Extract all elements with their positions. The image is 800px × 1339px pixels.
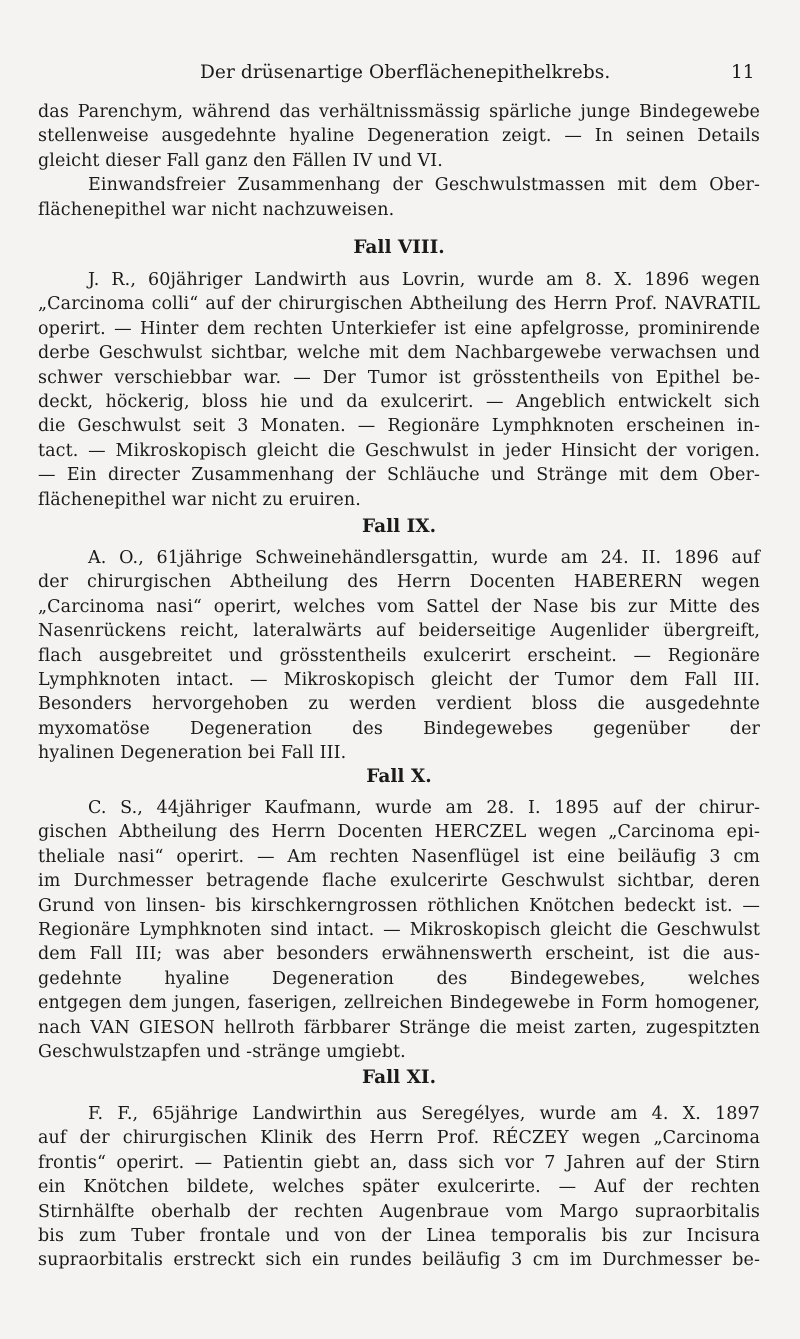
fall-11-paragraph (38, 1102, 760, 1273)
text-line: stellenweise ausgedehnte hyaline Degeneration zeigt. — In seinen Details (38, 126, 760, 147)
fall-8-paragraph (38, 268, 760, 512)
text-line: C. S., 44jähriger Kaufmann, wurde am 28. I. 1895 auf der chirur- (88, 798, 760, 818)
text-line: frontis“ operirt. — Patientin giebt an, dass sich vor 7 Jahren auf der Stirn (38, 1152, 760, 1173)
text-line: deckt, höckerig, bloss hie und da exulcerirt. — Angeblich entwickelt sich (38, 391, 760, 412)
text-line: Nasenrückens reicht, lateralwärts auf beiderseitige Augenlider übergreift, (38, 621, 760, 642)
text-line: Lymphknoten intact. — Mikroskopisch gleicht der Tumor dem Fall III. (38, 669, 760, 690)
text-line: Regionäre Lymphknoten sind intact. — Mikroskopisch gleicht die Geschwulst (38, 919, 760, 940)
text-line: ein Knötchen bildete, welches später exulcerirte. — Auf der rechten (38, 1177, 760, 1198)
section-heading-fall-10: Fall X. (366, 766, 432, 787)
text-line: auf der chirurgischen Klinik des Herrn Prof. RÉCZEY wegen „Carcinoma (38, 1128, 760, 1149)
text-line: das Parenchym, während das verhältnissmässig spärliche junge Bindegewebe (38, 102, 760, 122)
text-line: im Durchmesser betragende flache exulcerirte Geschwulst sichtbar, deren (38, 871, 760, 892)
section-heading-fall-11: Fall XI. (361, 1067, 437, 1088)
text-line: gischen Abtheilung des Herrn Docenten HERCZEL wegen „Carcinoma epi- (38, 822, 760, 843)
page-number: 11 (731, 62, 755, 83)
text-line: „Carcinoma colli“ auf der chirurgischen Abtheilung des Herrn Prof. NAVRATIL (38, 294, 760, 315)
text-line: myxomatöse Degeneration des Bindegewebes gegenüber der (38, 718, 760, 739)
text-line: flächenepithel war nicht zu eruiren. (38, 489, 361, 510)
text-line: derbe Geschwulst sichtbar, welche mit dem Nachbargewebe verwachsen und (38, 343, 760, 364)
text-line: J. R., 60jähriger Landwirth aus Lovrin, wurde am 8. X. 1896 wegen (88, 270, 760, 290)
text-line: gedehnte hyaline Degeneration des Bindegewebes, welches (38, 968, 760, 989)
text-line: operirt. — Hinter dem rechten Unterkiefer ist eine apfelgrosse, prominirende (38, 318, 760, 339)
text-line: Geschwulstzapfen und -stränge umgiebt. (38, 1041, 406, 1062)
text-line: der chirurgischen Abtheilung des Herrn Docenten HABERERN wegen (38, 572, 760, 593)
text-line: Einwandsfreier Zusammenhang der Geschwulstmassen mit dem Ober- (88, 175, 760, 196)
text-line: flach ausgebreitet und grösstentheils exulcerirt erscheint. — Regionäre (38, 645, 760, 666)
running-head: Der drüsenartige Oberflächenepithelkrebs. (200, 62, 611, 83)
text-line: Besonders hervorgehoben zu werden verdient bloss die ausgedehnte (38, 694, 760, 715)
text-line: Stirnhälfte oberhalb der rechten Augenbraue vom Margo supraorbitalis (38, 1201, 760, 1222)
text-line: schwer verschiebbar war. — Der Tumor ist grösstentheils von Epithel be- (38, 367, 760, 388)
text-line: „Carcinoma nasi“ operirt, welches vom Sattel der Nase bis zur Mitte des (38, 596, 760, 617)
text-line: die Geschwulst seit 3 Monaten. — Regionäre Lymphknoten erscheinen in- (38, 416, 760, 437)
text-line: — Ein directer Zusammenhang der Schläuche und Stränge mit dem Ober- (38, 465, 760, 486)
opening-paragraph (38, 100, 760, 222)
text-line: theliale nasi“ operirt. — Am rechten Nasenflügel ist eine beiläufig 3 cm (38, 846, 760, 867)
text-line: supraorbitalis erstreckt sich ein rundes beiläufig 3 cm im Durchmesser be- (38, 1250, 760, 1271)
fall-10-paragraph (38, 796, 760, 1064)
text-line: A. O., 61jährige Schweinehändlersgattin, wurde am 24. II. 1896 auf (88, 548, 760, 568)
text-line: Grund von linsen- bis kirschkerngrossen röthlichen Knötchen bedeckt ist. — (38, 895, 760, 916)
text-line: bis zum Tuber frontale und von der Linea temporalis bis zur Incisura (38, 1225, 760, 1246)
text-line: entgegen dem jungen, faserigen, zellreichen Bindegewebe in Form homogener, (38, 993, 760, 1014)
section-heading-fall-8: Fall VIII. (353, 237, 445, 258)
text-line: gleicht dieser Fall ganz den Fällen IV und VI. (38, 150, 443, 171)
text-line: hyalinen Degeneration bei Fall III. (38, 743, 347, 764)
fall-9-paragraph (38, 546, 760, 766)
text-line: dem Fall III; was aber besonders erwähnenswerth erscheint, ist die aus- (38, 944, 760, 965)
text-line: F. F., 65jährige Landwirthin aus Seregélyes, wurde am 4. X. 1897 (88, 1104, 760, 1124)
text-line: nach VAN GIESON hellroth färbbarer Stränge die meist zarten, zugespitzten (38, 1017, 760, 1038)
text-line: flächenepithel war nicht nachzuweisen. (38, 199, 395, 220)
text-line: tact. — Mikroskopisch gleicht die Geschwulst in jeder Hinsicht der vorigen. (38, 440, 760, 461)
section-heading-fall-9: Fall IX. (361, 516, 437, 537)
